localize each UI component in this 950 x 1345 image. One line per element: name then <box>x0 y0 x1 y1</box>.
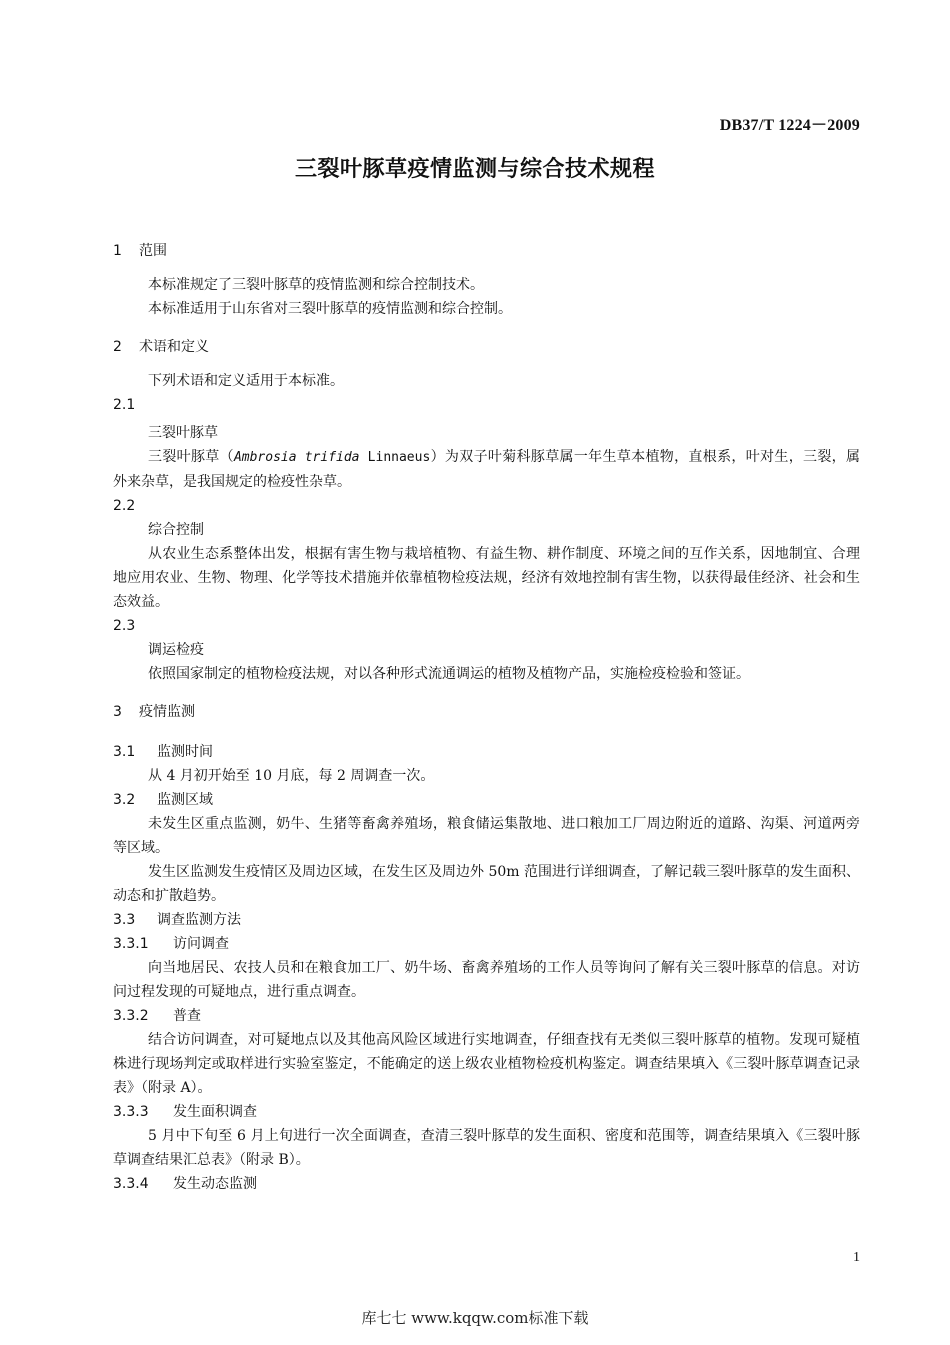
paragraph: 向当地居民、农技人员和在粮食加工厂、奶牛场、畜禽养殖场的工作人员等询问了解有关三裂叶豚草的信息。对访问过程发现的可疑地点，进行重点调查。 <box>113 960 860 1000</box>
paragraph: 发生区监测发生疫情区及周边区域，在发生区及周边外 50m 范围进行详细调查，了解记载三裂叶豚草的发生面积、动态和扩散趋势。 <box>113 864 860 904</box>
species-author: Linnaeus <box>359 450 431 465</box>
document-body <box>113 239 860 1196</box>
term-definition: 从农业生态系整体出发，根据有害生物与栽培植物、有益生物、耕作制度、环境之间的互作关系，因地制宜、合理地应用农业、生物、物理、化学等技术措施并依靠植物检疫法规，经济有效地控制有害生物，以获得最佳经济、社会和生态效益。 <box>113 546 860 610</box>
section-heading-scope <box>113 239 860 263</box>
subsection-heading: 3.3 调查监测方法 <box>113 912 241 928</box>
subsection-heading: 3.1 监测时间 <box>113 744 213 760</box>
footer-watermark: 库七七 www.kqqw.com标准下载 <box>361 1309 589 1327</box>
subsubsection-heading: 3.3.4 发生动态监测 <box>113 1176 257 1192</box>
paragraph: 结合访问调查，对可疑地点以及其他高风险区域进行实地调查，仔细查找有无类似三裂叶豚草的植物。发现可疑植株进行现场判定或取样进行实验室鉴定，不能确定的送上级农业植物检疫机构鉴定。调查结果填入《三裂叶豚草调查记录表》（附录 A）。 <box>113 1032 860 1096</box>
clause-number: 2.2 <box>113 498 136 514</box>
subsection-heading: 3.2 监测区域 <box>113 792 213 808</box>
document-code: DB37/T 1224－2009 <box>719 117 860 134</box>
paragraph: 从 4 月初开始至 10 月底，每 2 周调查一次。 <box>148 768 435 784</box>
section-title: 疫情监测 <box>139 704 195 720</box>
section-title: 范围 <box>139 243 167 259</box>
term-definition: 三裂叶豚草（Ambrosia trifida Linnaeus）为双子叶菊科豚草属一年生草本植物，直根系，叶对生，三裂，属外来杂草，是我国规定的检疫性杂草。 <box>113 449 860 490</box>
section-number: 1 <box>113 243 122 259</box>
latin-species-name: Ambrosia trifida <box>233 450 360 465</box>
subsubsection-heading: 3.3.2 普查 <box>113 1008 201 1024</box>
paragraph: 本标准规定了三裂叶豚草的疫情监测和综合控制技术。 <box>148 277 484 293</box>
term-definition: 依照国家制定的植物检疫法规，对以各种形式流通调运的植物及植物产品，实施检疫检验和签证。 <box>148 666 750 682</box>
term-name: 调运检疫 <box>148 642 204 658</box>
document-title: 三裂叶豚草疫情监测与综合技术规程 <box>294 157 655 182</box>
term-name: 综合控制 <box>148 522 204 538</box>
section-heading-monitoring <box>113 700 860 724</box>
paragraph: 下列术语和定义适用于本标准。 <box>148 373 344 389</box>
term-name: 三裂叶豚草 <box>148 425 218 441</box>
page-number: 1 <box>853 1250 860 1265</box>
section-heading-terms <box>113 335 860 359</box>
section-number: 3 <box>113 704 122 720</box>
subsubsection-heading: 3.3.1 访问调查 <box>113 936 229 952</box>
paragraph: 未发生区重点监测，奶牛、生猪等畜禽养殖场，粮食储运集散地、进口粮加工厂周边附近的道路、沟渠、河道两旁等区域。 <box>113 816 860 856</box>
section-number: 2 <box>113 339 122 355</box>
subsubsection-heading: 3.3.3 发生面积调查 <box>113 1104 257 1120</box>
paragraph: 5 月中下旬至 6 月上旬进行一次全面调查，查清三裂叶豚草的发生面积、密度和范围等，调查结果填入《三裂叶豚草调查结果汇总表》（附录 B）。 <box>113 1128 860 1168</box>
clause-number: 2.3 <box>113 618 136 634</box>
paragraph: 本标准适用于山东省对三裂叶豚草的疫情监测和综合控制。 <box>148 301 512 317</box>
clause-number: 2.1 <box>113 397 136 413</box>
section-title: 术语和定义 <box>139 339 209 355</box>
